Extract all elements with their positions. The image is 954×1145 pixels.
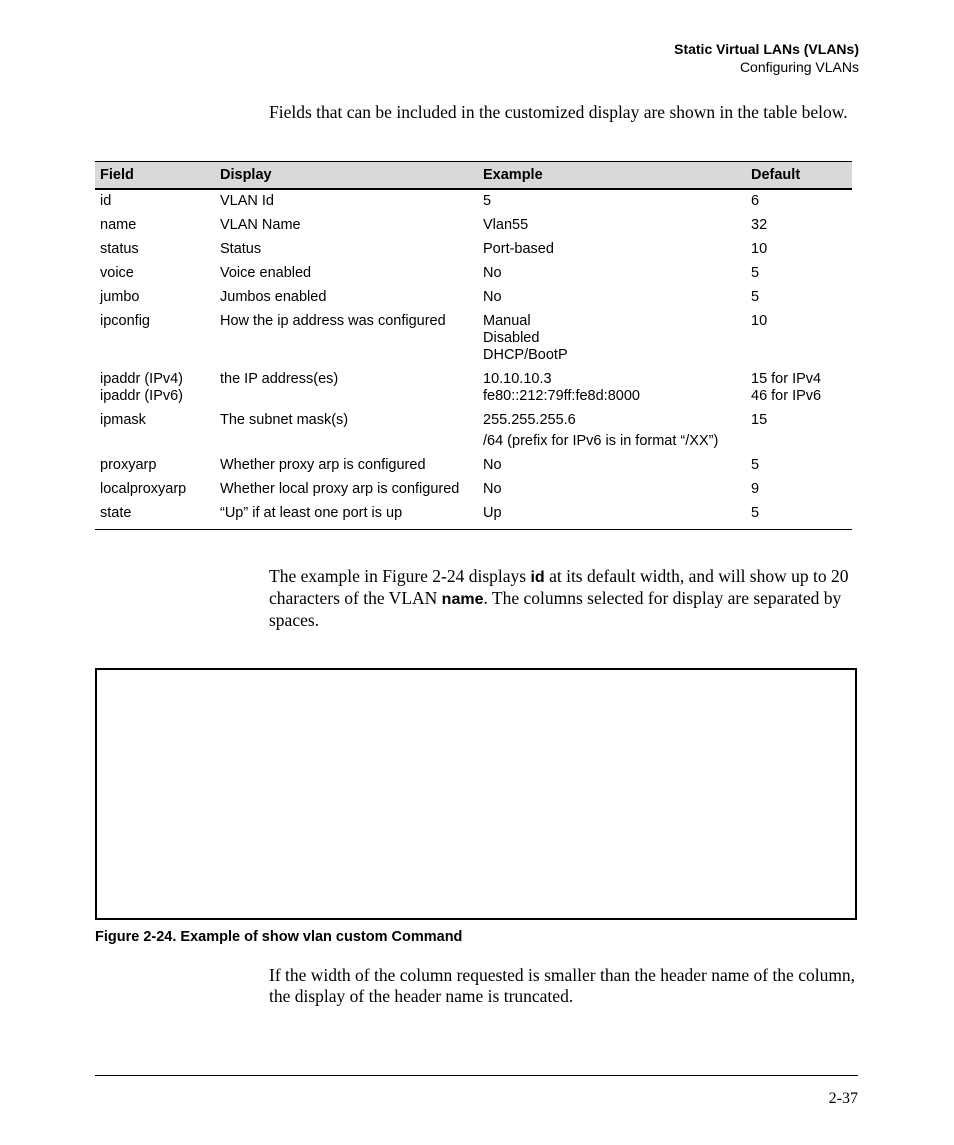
page-number: 2-37 <box>828 1090 858 1107</box>
display-cell: The subnet mask(s) <box>220 412 349 428</box>
default-cell-line: 6 <box>751 193 760 209</box>
table-row <box>95 502 852 530</box>
intro-paragraph: Fields that can be included in the customized display are shown in the table below. <box>269 102 848 122</box>
default-cell-line: 15 for IPv4 <box>751 371 822 387</box>
field-cell-line: proxyarp <box>100 457 157 473</box>
default-cell <box>746 409 852 454</box>
example-text-1: The example in Figure 2-24 displays <box>269 566 531 586</box>
field-cell-line: name <box>100 217 137 233</box>
default-cell-line: 5 <box>751 457 760 473</box>
field-cell <box>95 189 215 214</box>
field-cell <box>95 478 215 502</box>
display-cell: How the ip address was configured <box>220 313 446 329</box>
example-cell-line: Disabled <box>483 330 540 346</box>
field-cell <box>95 310 215 368</box>
table-row <box>95 189 852 214</box>
field-cell <box>95 262 215 286</box>
display-cell: Status <box>220 241 262 257</box>
example-cell-line: fe80::212:79ff:fe8d:8000 <box>483 388 640 404</box>
example-cell-line: Port-based <box>483 241 554 257</box>
example-cell <box>478 409 746 454</box>
default-cell-line: 32 <box>751 217 768 233</box>
example-cell <box>478 262 746 286</box>
example-cell-line: /64 (prefix for IPv6 is in format “/XX”) <box>483 433 719 449</box>
field-cell <box>95 286 215 310</box>
column-header-display: Display <box>215 162 478 190</box>
display-cell: VLAN Name <box>220 217 301 233</box>
display-cell: “Up” if at least one port is up <box>215 502 478 530</box>
example-text-2: at its default width, and will show up to 20 characters of the VLAN <box>269 566 849 608</box>
table-body <box>95 189 852 530</box>
table-row <box>95 310 852 368</box>
example-cell <box>478 238 746 262</box>
column-header-field: Field <box>95 162 215 190</box>
example-cell-line: 255.255.255.6 <box>483 412 576 428</box>
display-cell: the IP address(es) <box>220 371 339 387</box>
example-cell-line: DHCP/BootP <box>483 347 568 363</box>
default-cell <box>746 238 852 262</box>
column-header-default: Default <box>746 162 852 190</box>
chapter-title: Static Virtual LANs (VLANs) <box>674 41 859 57</box>
default-cell <box>746 502 852 530</box>
bold-keyword-id: id <box>530 569 545 586</box>
default-cell-line: 10 <box>751 313 768 329</box>
example-cell <box>478 478 746 502</box>
default-cell <box>746 214 852 238</box>
example-cell <box>478 368 746 409</box>
default-cell <box>746 310 852 368</box>
truncation-paragraph: If the width of the column requested is smaller than the header name of the column, the display of the header name is truncated. <box>269 965 856 1006</box>
field-cell-line: ipconfig <box>100 313 150 329</box>
example-text-3: . The columns selected for display are separated by spaces. <box>269 588 842 630</box>
example-cell-line: Manual <box>483 313 531 329</box>
example-cell-line: Up <box>483 505 502 521</box>
default-cell-line: 5 <box>751 265 760 281</box>
field-cell-line: voice <box>100 265 134 281</box>
table-row <box>95 286 852 310</box>
field-cell <box>95 454 215 478</box>
table-row <box>95 262 852 286</box>
field-cell-line: ipaddr (IPv6) <box>100 388 184 404</box>
custom-fields-table <box>95 161 852 530</box>
example-cell <box>478 502 746 530</box>
display-cell: VLAN Id <box>220 193 274 209</box>
default-cell-line: 5 <box>751 505 760 521</box>
default-cell <box>746 368 852 409</box>
bold-keyword-name: name <box>441 591 484 608</box>
footer-rule <box>95 1075 858 1076</box>
example-cell-line: No <box>483 457 502 473</box>
default-cell <box>746 454 852 478</box>
table-row <box>95 454 852 478</box>
field-cell-line: ipaddr (IPv4) <box>100 371 184 387</box>
field-cell <box>95 368 215 409</box>
table-row <box>95 368 852 409</box>
default-cell-line: 15 <box>751 412 768 428</box>
table-row <box>95 478 852 502</box>
field-cell-line: ipmask <box>100 412 146 428</box>
example-cell-line: No <box>483 481 502 497</box>
field-cell-line: state <box>100 505 132 521</box>
example-cell <box>478 310 746 368</box>
default-cell-line: 9 <box>751 481 760 497</box>
field-cell <box>95 409 215 454</box>
default-cell-line: 5 <box>751 289 760 305</box>
table-header-row <box>95 162 852 190</box>
table-row <box>95 238 852 262</box>
display-cell: Jumbos enabled <box>220 289 327 305</box>
field-cell <box>95 214 215 238</box>
field-cell-line: id <box>100 193 112 209</box>
figure-frame <box>95 668 857 920</box>
figure-caption: Figure 2-24. Example of show vlan custom Command <box>95 929 463 945</box>
table-row <box>95 409 852 454</box>
field-cell-line: localproxyarp <box>100 481 187 497</box>
example-cell-line: 10.10.10.3 <box>483 371 552 387</box>
example-cell <box>478 286 746 310</box>
section-title: Configuring VLANs <box>739 59 859 75</box>
example-cell-line: 5 <box>483 193 492 209</box>
example-cell <box>478 454 746 478</box>
example-cell-line: No <box>483 265 502 281</box>
example-cell-line: Vlan55 <box>483 217 529 233</box>
field-cell <box>95 502 215 530</box>
example-cell <box>478 214 746 238</box>
running-header <box>674 40 859 76</box>
field-cell-line: status <box>100 241 139 257</box>
display-cell: Whether proxy arp is configured <box>220 457 426 473</box>
example-cell <box>478 189 746 214</box>
default-cell-line: 46 for IPv6 <box>751 388 822 404</box>
default-cell <box>746 262 852 286</box>
example-cell-line: No <box>483 289 502 305</box>
display-cell: Whether local proxy arp is configured <box>220 481 460 497</box>
field-cell <box>95 238 215 262</box>
default-cell <box>746 286 852 310</box>
field-cell-line: jumbo <box>100 289 140 305</box>
example-paragraph <box>269 566 869 631</box>
default-cell-line: 10 <box>751 241 768 257</box>
display-cell: Voice enabled <box>220 265 312 281</box>
table-row <box>95 214 852 238</box>
default-cell <box>746 478 852 502</box>
default-cell <box>746 189 852 214</box>
column-header-example: Example <box>478 162 746 190</box>
